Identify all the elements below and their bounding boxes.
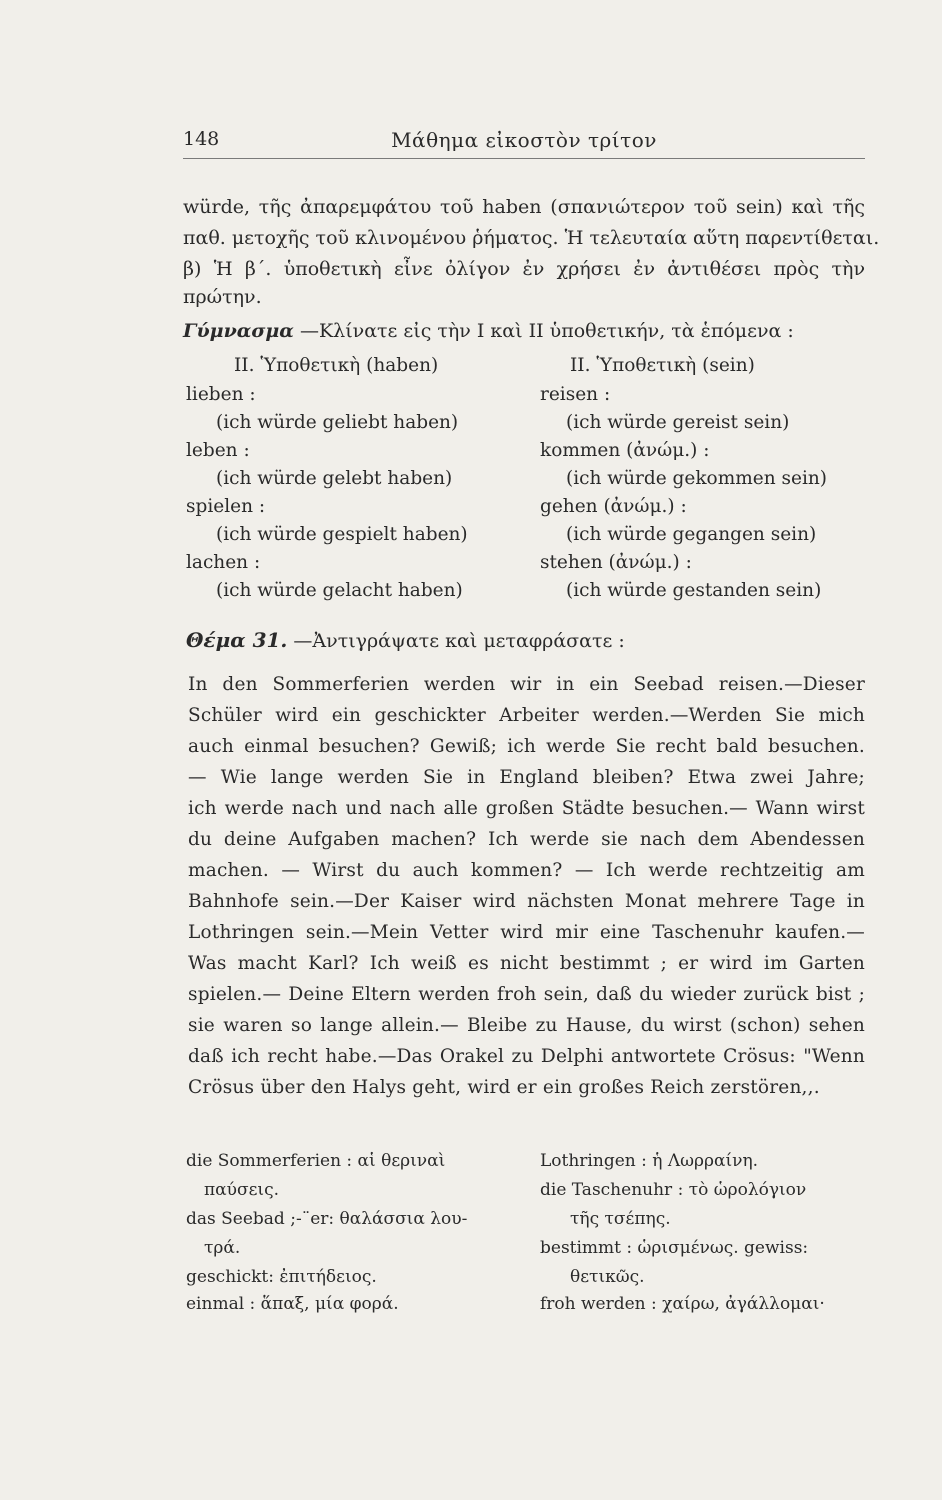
vocab-entry: geschickt: ἐπιτήδειος. [186,1267,377,1287]
vocab-entry: bestimmt : ὡρισμένως. gewiss: [540,1238,809,1258]
right-form: (ich würde gestanden sein) [566,580,822,601]
right-verb: reisen : [540,384,611,405]
vocab-entry: θετικῶς. [570,1267,645,1287]
vocab-entry: froh werden : χαίρω, ἀγάλλομαι· [540,1294,825,1314]
text-line: daß ich recht habe.—Das Orakel zu Delphi antwortete Crösus: "Wenn [188,1046,865,1067]
text-line: Lothringen sein.—Mein Vetter wird mir eine Taschenuhr kaufen.— [188,922,865,943]
text-line: auch einmal besuchen? Gewiß; ich werde Sie recht bald besuchen. [188,736,865,757]
text-line: spielen.— Deine Eltern werden froh sein, daß du wieder zurück bist ; [188,984,865,1005]
text-line: Crösus über den Halys geht, wird er ein großes Reich zerstören,,. [188,1077,820,1098]
theme-heading [186,628,625,652]
intro-line-3: β) Ἡ β΄. ὑποθετικὴ εἶνε ὀλίγον ἐν χρήσει ἐν ἀντιθέσει πρὸς τὴν [183,258,865,280]
text-line: Bahnhofe sein.—Der Kaiser wird nächsten Monat mehrere Tage in [188,891,865,912]
vocab-entry: die Taschenuhr : τὸ ὡρολόγιον [540,1180,807,1200]
intro-line-4: πρώτην. [183,286,262,308]
exercise-heading [183,320,794,342]
right-form: (ich würde gereist sein) [566,412,790,433]
vocab-entry: παύσεις. [204,1180,279,1200]
left-form: (ich würde gespielt haben) [216,524,468,545]
theme-label: Θέμα 31. [186,628,288,652]
text-line: Schüler wird ein geschickter Arbeiter werden.—Werden Sie mich [188,705,865,726]
right-verb: kommen (ἀνώμ.) : [540,440,710,461]
vocab-entry: die Sommerferien : αἱ θεριναὶ [186,1151,446,1171]
text-line: sie waren so lange allein.— Bleibe zu Hause, du wirst (schon) sehen [188,1015,865,1036]
text-line: Was macht Karl? Ich weiß es nicht bestimmt ; er wird im Garten [188,953,865,974]
vocab-entry: τῆς τσέπης. [570,1209,671,1229]
text-line: du deine Aufgaben machen? Ich werde sie nach dem Abendessen [188,829,865,850]
left-verb: leben : [186,440,250,461]
exercise-label: Γύμνασμα [183,320,294,342]
left-verb: lieben : [186,384,256,405]
right-form: (ich würde gekommen sein) [566,468,828,489]
right-verb: stehen (ἀνώμ.) : [540,552,692,573]
left-verb: spielen : [186,496,266,517]
text-line: ich werde nach und nach alle großen Städte besuchen.— Wann wirst [188,798,865,819]
text-line: machen. — Wirst du auch kommen? — Ich werde rechtzeitig am [188,860,865,881]
theme-instruction: —Ἀντιγράψατε καὶ μεταφράσατε : [293,630,625,652]
running-title: Μάθημα εἰκοστὸν τρίτον [391,128,657,152]
left-verb: lachen : [186,552,261,573]
right-verb: gehen (ἀνώμ.) : [540,496,687,517]
text-line: In den Sommerferien werden wir in ein Seebad reisen.—Dieser [188,674,865,695]
right-form: (ich würde gegangen sein) [566,524,817,545]
vocab-entry: Lothringen : ἡ Λωρραίνη. [540,1151,759,1171]
vocab-entry: das Seebad ;-¨er: θαλάσσια λου- [186,1209,468,1229]
intro-line-2: παθ. μετοχῆς τοῦ κλινομένου ῥήματος. Ἡ τελευταία αὕτη παρεντίθεται. [183,227,880,249]
right-column-heading: II. Ὑποθετικὴ (sein) [570,355,755,376]
left-form: (ich würde geliebt haben) [216,412,459,433]
page-header [183,128,865,159]
intro-line-1: würde, τῆς ἀπαρεμφάτου τοῦ haben (σπανιώτερον τοῦ sein) καὶ τῆς [183,196,865,218]
vocab-entry: einmal : ἅπαξ, μία φορά. [186,1294,399,1314]
page-number: 148 [183,128,220,150]
left-column-heading: II. Ὑποθετικὴ (haben) [234,355,439,376]
exercise-instruction: —Κλίνατε εἰς τὴν I καὶ II ὑποθετικήν, τὰ ἑπόμενα : [299,320,794,342]
text-line: — Wie lange werden Sie in England bleiben? Etwa zwei Jahre; [188,767,865,788]
left-form: (ich würde gelacht haben) [216,580,463,601]
left-form: (ich würde gelebt haben) [216,468,453,489]
vocab-entry: τρά. [204,1238,241,1258]
